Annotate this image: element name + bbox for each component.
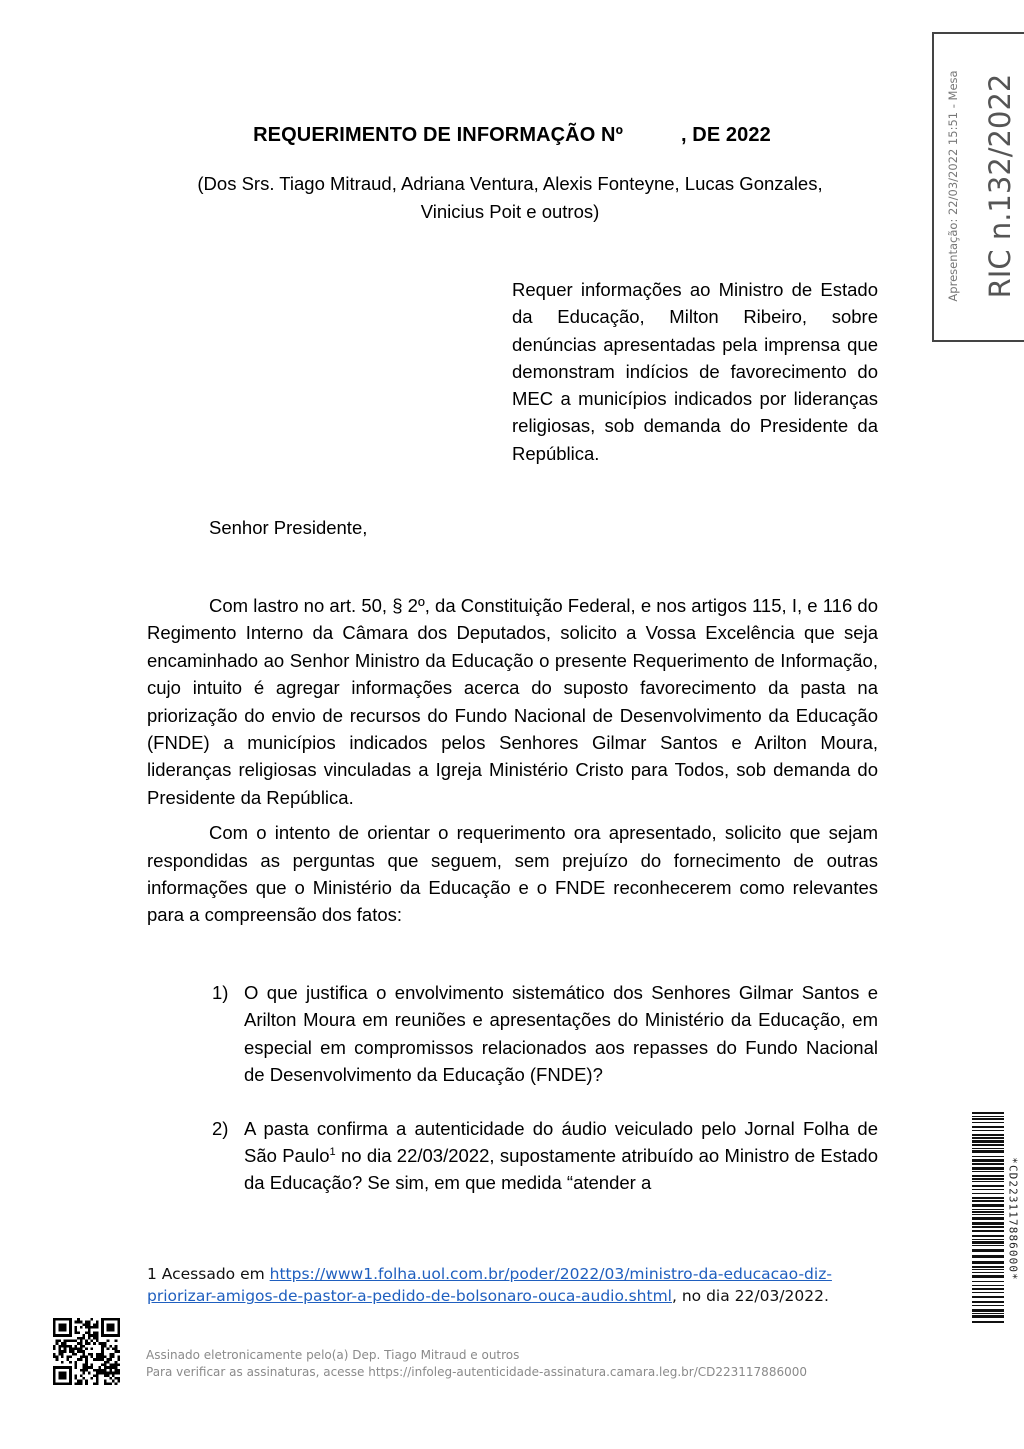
body-text — [147, 592, 878, 937]
qr-code — [53, 1318, 120, 1385]
stamp-code: RIC n.132/2022 — [983, 73, 1017, 299]
ementa: Requer informações ao Ministro de Estado da Educação, Milton Ribeiro, sobre denúncias apresentadas pela imprensa que demonstram indícios de favorecimento do MEC a municípios indicados por lideranças religiosas, sob demanda do Presidente da República. — [512, 279, 878, 464]
verification-line: Para verificar as assinaturas, acesse https://infoleg-autenticidade-assinatura.camara.leg.br/CD223117886000 — [146, 1365, 807, 1379]
title-year: , DE 2022 — [680, 124, 771, 146]
paragraph: Com o intento de orientar o requerimento ora apresentado, solicito que sejam respondidas as perguntas que seguem, sem prejuízo do fornecimento de outras informações que o Ministério da Educação e o FNDE reconhecerem como relevantes para a compreensão dos fatos: — [147, 822, 878, 926]
salutation: Senhor Presidente, — [209, 517, 368, 538]
question-text: O que justifica o envolvimento sistemático dos Senhores Gilmar Santos e Arilton Moura em reuniões e apresentações do Ministério da Educação, em especial em compromissos relacionados aos repasses do Fundo Nacional de Desenvolvimento da Educação (FNDE)? — [244, 982, 878, 1086]
question-item — [198, 979, 878, 1089]
question-number: 2) — [212, 1117, 229, 1139]
document-title — [0, 124, 1024, 147]
footnote-ref[interactable]: 1 — [329, 1145, 336, 1158]
footnote-link[interactable]: https://www1.folha.uol.com.br/poder/2022/03/ministro-da-educacao-diz-priorizar-amigos-de-pastor-a-pedido-de-bolsonaro-ouca-audio.shtml — [147, 1265, 832, 1305]
question-number: 1) — [212, 982, 229, 1003]
title-text: REQUERIMENTO DE INFORMAÇÃO Nº — [253, 124, 623, 146]
barcode-text: *CD223117886000* — [1006, 1157, 1020, 1281]
authors-line-1: (Dos Srs. Tiago Mitraud, Adriana Ventura, Alexis Fonteyne, Lucas Gonzales, — [197, 173, 823, 194]
signature-block — [146, 1347, 807, 1381]
barcode — [972, 1112, 1004, 1326]
signature-line: Assinado eletronicamente pelo(a) Dep. Tiago Mitraud e outros — [146, 1348, 520, 1362]
paragraph: Com lastro no art. 50, § 2º, da Constituição Federal, e nos artigos 115, I, e 116 do Regimento Interno da Câmara dos Deputados, solicito a Vossa Excelência que seja encaminhado ao Senhor Ministro da Educação o presente Requerimento de Informação, cujo intuito é agregar informações acerca do suposto favorecimento da pasta na priorização do envio de recursos do Fundo Nacional de Desenvolvimento da Educação (FNDE) a municípios indicados pelos Senhores Gilmar Santos e Arilton Moura, lideranças religiosas vinculadas a Igreja Ministério Cristo para Todos, sob demanda do Presidente da República. — [147, 595, 878, 808]
stamp-date: Apresentação: 22/03/2022 15:51 - Mesa — [946, 70, 960, 302]
authors-line-2: Vinicius Poit e outros) — [420, 201, 600, 222]
question-item — [198, 1115, 878, 1197]
questions-list — [198, 979, 878, 1223]
question-text: A pasta confirma a autenticidade do áudio veiculado pelo Jornal Folha de São Paulo$^1$ no dia 22/03/2022, supostamente atribuído ao Ministro de Estado da Educação? Se sim, em que medida “atender a — [244, 1117, 878, 1194]
footnote: 1 Acessado em https://www1.folha.uol.com.br/poder/2022/03/ministro-da-educacao-diz-priorizar-amigos-de-pastor-a-pedido-de-bolsonaro-ouca-audio.shtml, no dia 22/03/2022. — [147, 1265, 832, 1305]
authors — [150, 170, 870, 226]
